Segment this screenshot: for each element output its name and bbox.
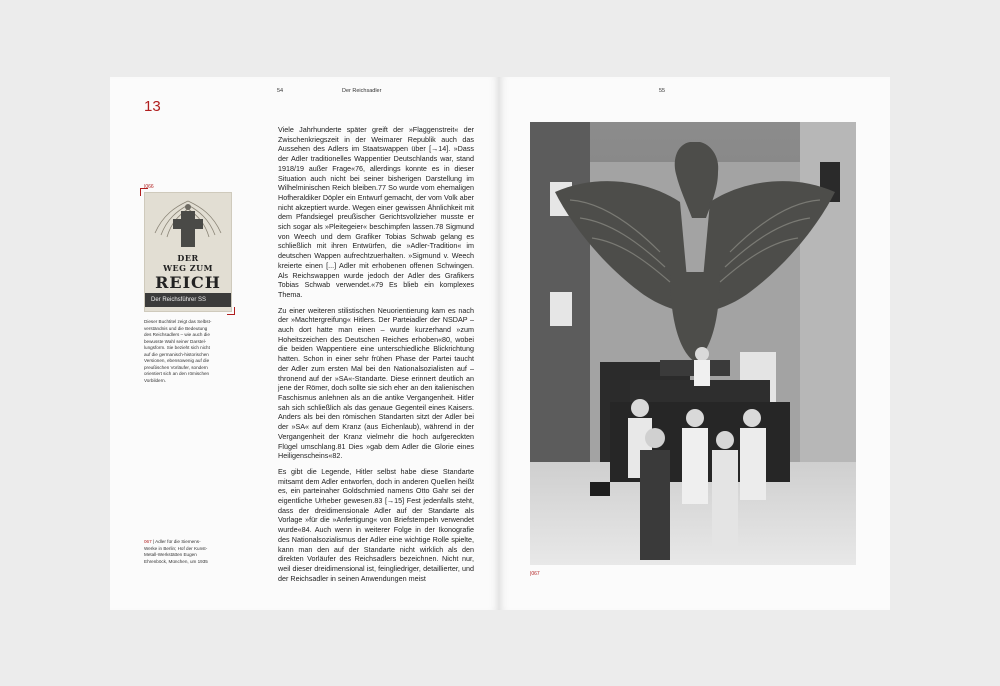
paragraph: Es gibt die Legende, Hitler selbst habe diese Standarte mitsamt dem Adler entworfen, doch in anderen Quellen heißt es, ein parteinaher Goldschmied namens Otto Gahr sei der eigentliche Urheber gewesen.83 [→15] Fest jedenfalls steht, dass der dreidimensionale Adler auf der Standarte als Vorlage »für die »Anfertigung« von Briefstempeln verwendet wurde«84. Auch wenn in weiterer Folge in der Ikonografie des Nationalsozialismus der Adler eine wichtige Rolle spielte, kann man den auf der Standarte nicht wirklich als den direkten Vorläufer des Reichsadlers bezeichnen. Nicht nur, weil dieser dreidimensional ist, feingliedriger, detaillierter, und der Reichsadler in seinen Anwendungen meist: [278, 466, 474, 583]
caption-line: Werke in Berlin; Hof der Kunst-: [144, 545, 208, 551]
running-head: Der Reichsadler: [342, 88, 382, 94]
figure1-caption: [144, 319, 242, 384]
photo-illustration: [530, 122, 856, 565]
caption-line: bewusste Wahl seiner Darstel-: [144, 338, 207, 344]
caption-line: des Reichsadlers – wie auch die: [144, 332, 210, 337]
paragraph: Viele Jahrhunderte später greift der »Flaggenstreit« der Zwischenkriegszeit in der Weimarer Republik auch das Aussehen des Adlers im Staatswappen über [→14]. »Dass der Adler traditionelles Wappentier Deutschlands war, stand 1918/19 außer Frage«76, allerdings konnte es in dieser Situation auch nicht bei seiner bisherigen Darstellung im Wilhelminischen Reich bleiben.77 So wurde vom ehemaligen Hofheraldiker Döpler ein Entwurf gemacht, der vom Volk aber nicht akzeptiert wurde. Wegen einer gewissen Ähnlichkeit mit dem Pfandsiegel preußischer Gerichtsvollzieher musste er sich sogar als »Pleitegeier« beschimpfen lassen.78 Sigmund von Weech und dem Grafiker Tobias Schwab gelang es schließlich mit ihren Entwürfen, die »Adler-Tradition« im deutschen Wappen aufrechtzuerhalten. »Sigmund v. Weech kreierte einen [...] Adler mit erhobenen offenen Schwingen. Als Reichswappen wurde jedoch der Adler des Grafikers Tobias Schwab verwendet.«79 Es blieb ein komplexes Thema.: [278, 125, 474, 299]
body-text-column: [278, 125, 474, 589]
figure2-caption: [144, 539, 244, 565]
crop-mark-bottom-right: [227, 307, 235, 315]
cover-band: Der Reichsführer SS: [145, 293, 231, 307]
cover-title-line3: REICH: [155, 273, 221, 292]
caption-line: lungsform. Sie bezieht sich nicht: [144, 345, 210, 350]
caption-line: auf die germanisch-historischen: [144, 351, 209, 357]
caption-line: | Adler für die Siemens-: [152, 539, 201, 544]
caption-line: Dieser Buchtitel zeigt das Selbst-: [144, 319, 212, 324]
page-number-right: 55: [659, 88, 666, 94]
caption-line: Metall-Werkstätten Eugen: [144, 552, 197, 557]
caption-line: Versionen, ebensowenig auf die: [144, 358, 210, 363]
figure-label-066: |066: [144, 184, 154, 190]
caption-line: Ehrenböck, München, um 1935: [144, 558, 208, 564]
book-cover-image: [144, 192, 232, 312]
chapter-number: 13: [144, 98, 161, 115]
left-page: [110, 77, 499, 610]
photo-label-067: |067: [530, 571, 540, 577]
caption-line: orientiert sich an den römischen: [144, 371, 210, 376]
caption-line: preußischen Vorläufer, sondern: [144, 364, 208, 370]
cover-title-line2: WEG ZUM: [163, 263, 213, 273]
eagle-statue-photo: [530, 122, 856, 565]
page-number-left: 54: [277, 88, 284, 94]
cover-title-line1: DER: [177, 253, 199, 263]
caption-line: Vorbildern.: [144, 377, 166, 383]
caption-line: verständnis und die Bedeutung: [144, 325, 208, 331]
book-spread: [110, 77, 890, 610]
right-page: [499, 77, 890, 610]
paragraph: Zu einer weiteren stilistischen Neuorientierung kam es nach der »Machtergreifung« Hitlers. Der Parteiadler der NSDAP – auch dort hatte man einen – wurde kurzerhand »zum Hoheitszeichen des Deutschen Reiches erhoben«80, wobei die beiden Wappentiere eine unterschiedliche Blickrichtung hatten. Schon in einer sehr frühen Phase der Partei taucht der Adler zum ersten Mal bei den Nationalsozialisten auf – thronend auf der »SA«-Standarte. Diese erinnert deutlich an jene der Römer, doch sollte sie sich eher an den italienischen Faschismus anlehnen als an die antike Vergangenheit. Hitler sah sich schließlich als das genaue Gegenteil eines Kaisers. Anders als bei den römischen Standarten sitzt der Adler bei der »SA« auf dem Kranz (aus Eichenlaub), während in der Vergangenheit der Kranz vielmehr die hoch aufgereckten Flügel umschlang.81 Dies »gab dem Adler die Glorie eines Heiligenscheins«82.: [278, 305, 474, 461]
figure2-number: 067: [144, 539, 152, 544]
